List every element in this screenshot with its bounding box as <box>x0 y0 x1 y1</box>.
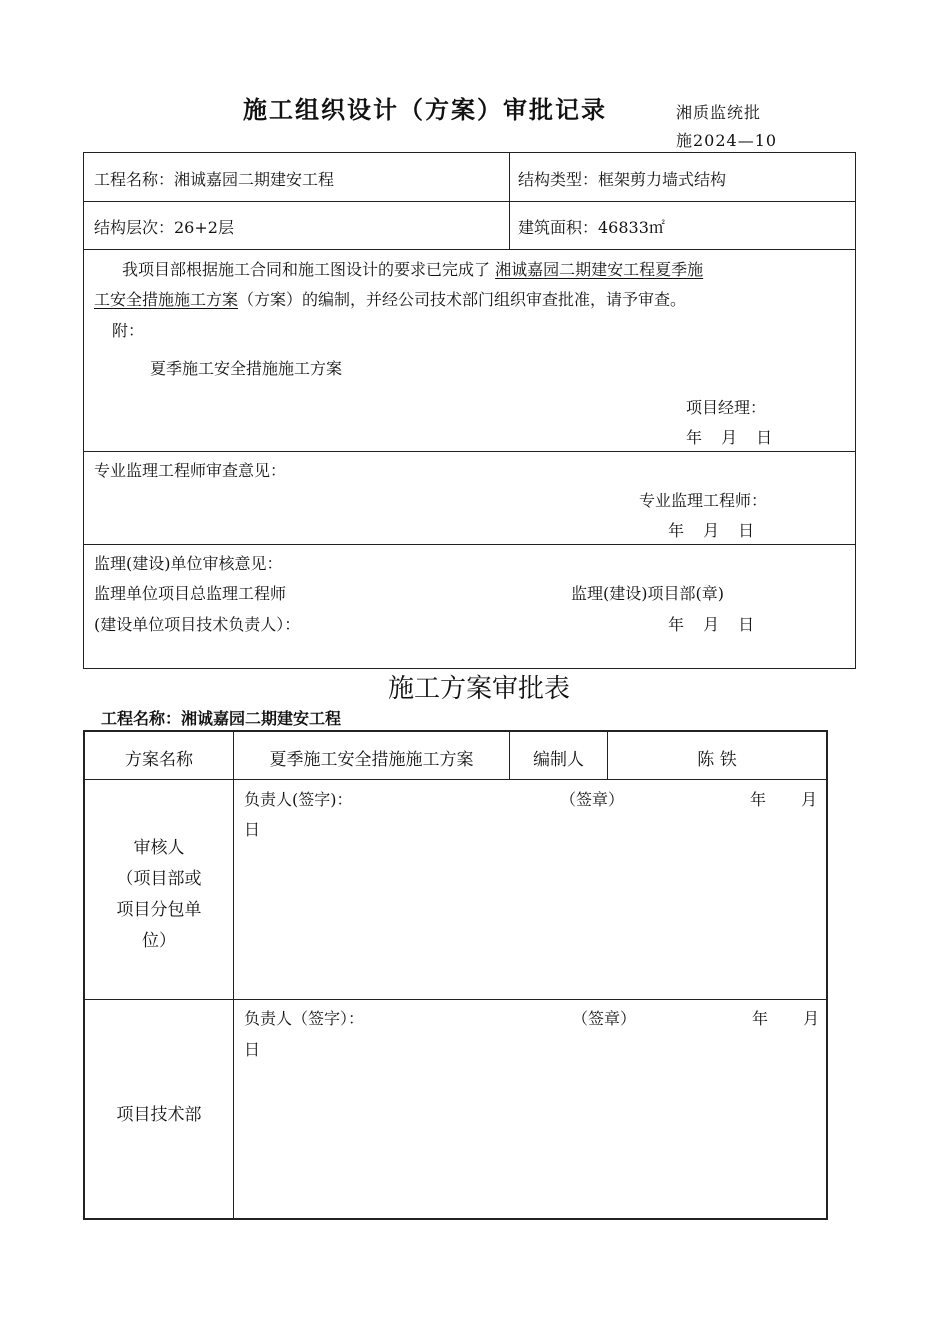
attach-item: 夏季施工安全措施施工方案 <box>150 359 343 378</box>
record-title: 施工组织设计（方案）审批记录 <box>243 95 607 124</box>
body-suffix: （方案）的编制，并经公司技术部门组织审查批准，请予审查。 <box>238 290 687 309</box>
tech-dept-day: 日 <box>244 1040 261 1059</box>
dept-seal-label: 监理(建设)项目部(章) <box>571 584 724 603</box>
area-field: 建筑面积：46833㎡ <box>518 218 665 237</box>
tech-dept-label: 项目技术部 <box>116 1105 202 1125</box>
scheme-name-label: 方案名称 <box>125 750 193 770</box>
body-underline-2: 工安全措施施工方案 <box>94 290 239 309</box>
project-name-field: 工程名称：湘诚嘉园二期建安工程 <box>94 170 335 189</box>
scheme-name-value: 夏季施工安全措施施工方案 <box>269 750 474 770</box>
date-2: 年 月 日 <box>668 521 755 540</box>
tech-dept-sign: 负责人（签字）： <box>244 1009 365 1028</box>
approval-title: 施工方案审批表 <box>388 674 571 704</box>
attach-label: 附： <box>112 321 145 340</box>
reviewer-seal: （签章） <box>560 790 625 809</box>
reviewer-sign: 负责人(签字)： <box>244 790 353 809</box>
record-code-line2: 施2024—10 <box>676 131 778 150</box>
reviewer-label-1: 审核人 <box>133 838 185 858</box>
chief-engineer-label: 监理单位项目总监理工程师 <box>94 584 287 603</box>
structure-type-field: 结构类型：框架剪力墙式结构 <box>518 170 727 189</box>
body-prefix: 我项目部根据施工合同和施工图设计的要求已完成了 <box>122 260 491 279</box>
record-code-line1: 湘质监统批 <box>676 103 762 122</box>
reviewer-day: 日 <box>244 820 261 839</box>
date-1: 年 月 日 <box>686 428 773 447</box>
engineer-sign: 专业监理工程师： <box>639 491 768 510</box>
unit-opinion-label: 监理(建设)单位审核意见： <box>94 554 283 573</box>
reviewer-label-2: （项目部或 <box>116 869 202 889</box>
tech-dept-year-month: 年 月 <box>752 1009 820 1028</box>
tech-dept-seal: （签章） <box>572 1009 637 1028</box>
body-underline-1: 湘诚嘉园二期建安工程夏季施 <box>495 260 704 279</box>
body-paragraph-line1 <box>122 257 703 280</box>
date-3: 年 月 日 <box>668 615 755 634</box>
author-label: 编制人 <box>533 750 584 770</box>
reviewer-label-4: 位） <box>142 931 176 951</box>
floors-field: 结构层次：26+2层 <box>94 218 234 237</box>
engineer-opinion-label: 专业监理工程师审查意见： <box>94 461 287 480</box>
author-value: 陈 铁 <box>697 750 737 770</box>
body-paragraph-line2 <box>94 287 686 310</box>
reviewer-label-3: 项目分包单 <box>116 900 202 920</box>
tech-lead-label: (建设单位项目技术负责人）： <box>94 615 301 634</box>
approval-project-name: 工程名称：湘诚嘉园二期建安工程 <box>101 709 342 728</box>
pm-sign: 项目经理： <box>686 398 767 417</box>
reviewer-year-month: 年 月 <box>750 790 818 809</box>
